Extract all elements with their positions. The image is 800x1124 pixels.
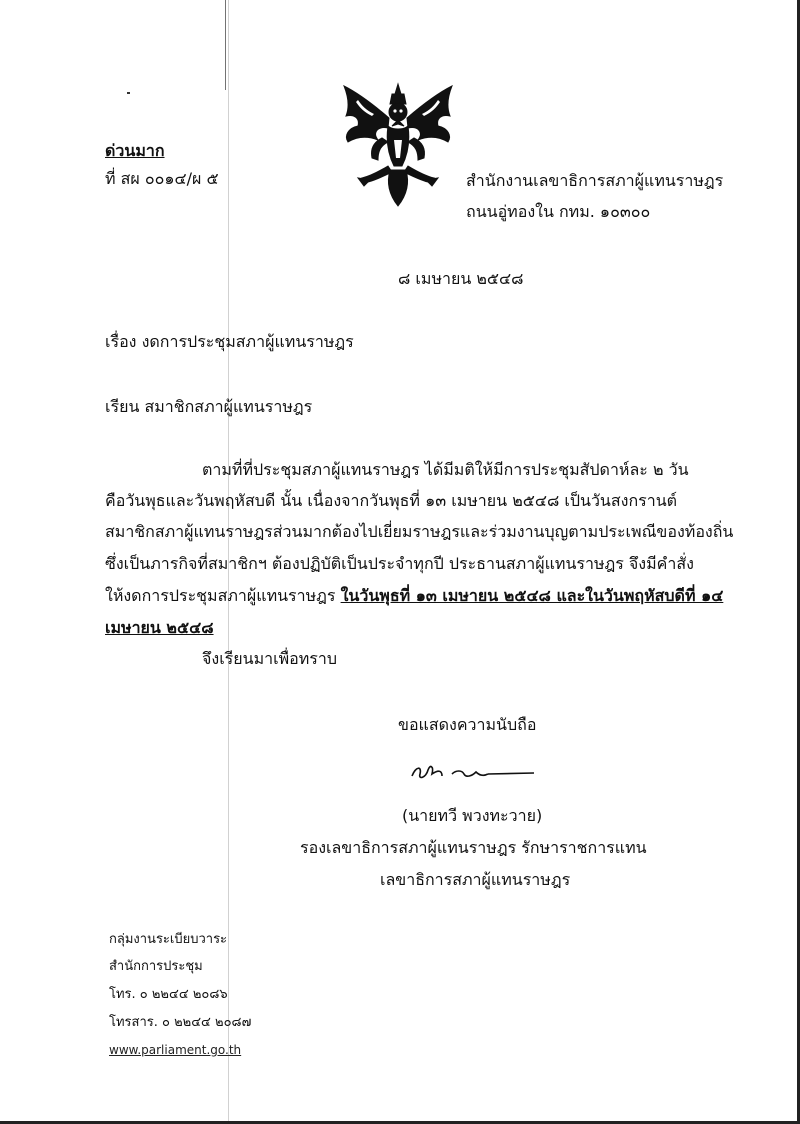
- scan-speck: [127, 92, 130, 94]
- footer-tel: โทร. ๐ ๒๒๔๔ ๒๐๘๖: [109, 987, 228, 1002]
- body-line-4: ซึ่งเป็นภารกิจที่สมาชิกฯ ต้องปฏิบัติเป็นประจำทุกปี ประธานสภาผู้แทนราษฎร จึงมีคำสั่ง: [105, 554, 694, 573]
- footer-bureau: สำนักการประชุม: [109, 959, 203, 974]
- letter-date: ๘ เมษายน ๒๕๔๘: [398, 269, 524, 288]
- reference-number: ที่ สผ ๐๐๑๔/ผ ๕: [105, 169, 219, 188]
- body-line-5: [105, 585, 723, 607]
- letter-subject: เรื่อง งดการประชุมสภาผู้แทนราษฎร: [105, 332, 354, 351]
- body-line-1: ตามที่ที่ประชุมสภาผู้แทนราษฎร ได้มีมติให้มีการประชุมสัปดาห์ละ ๒ วัน: [202, 460, 689, 479]
- signatory-name: (นายทวี พวงทะวาย): [402, 806, 543, 825]
- footer-website-link[interactable]: www.parliament.go.th: [109, 1043, 242, 1057]
- body-line-2: คือวันพุธและวันพฤหัสบดี นั้น เนื่องจากวันพุธที่ ๑๓ เมษายน ๒๕๔๘ เป็นวันสงกรานต์: [105, 491, 678, 510]
- garuda-emblem-icon: [338, 80, 458, 210]
- signatory-position-1: รองเลขาธิการสภาผู้แทนราษฎร รักษาราชการแทน: [300, 838, 647, 857]
- body-line-3: สมาชิกสภาผู้แทนราษฎรส่วนมากต้องไปเยี่ยมราษฎรและร่วมงานบุญตามประเพณีของท้องถิ่น: [105, 522, 734, 541]
- footer-department: กลุ่มงานระเบียบวาระ: [109, 932, 228, 947]
- signature-icon: [408, 758, 538, 788]
- letter-addressee: เรียน สมาชิกสภาผู้แทนราษฎร: [105, 397, 313, 416]
- scan-fold-mark: [225, 0, 226, 90]
- office-name: สำนักงานเลขาธิการสภาผู้แทนราษฎร: [466, 171, 724, 190]
- footer-fax: โทรสาร. ๐ ๒๒๔๔ ๒๐๘๗: [109, 1015, 252, 1030]
- body-line-5-plain: ให้งดการประชุมสภาผู้แทนราษฎร: [105, 586, 341, 605]
- body-line-5-bold: ในวันพุธที่ ๑๓ เมษายน ๒๕๔๘ และในวันพฤหัสบดีที่ ๑๔: [340, 586, 724, 605]
- closing-line: จึงเรียนมาเพื่อทราบ: [202, 649, 337, 668]
- urgency-label: ด่วนมาก: [105, 141, 165, 160]
- body-line-6: เมษายน ๒๕๔๘: [105, 618, 214, 637]
- signatory-position-2: เลขาธิการสภาผู้แทนราษฎร: [380, 870, 571, 889]
- office-address: ถนนอู่ทองใน กทม. ๑๐๓๐๐: [466, 202, 651, 221]
- regards-line: ขอแสดงความนับถือ: [398, 715, 537, 734]
